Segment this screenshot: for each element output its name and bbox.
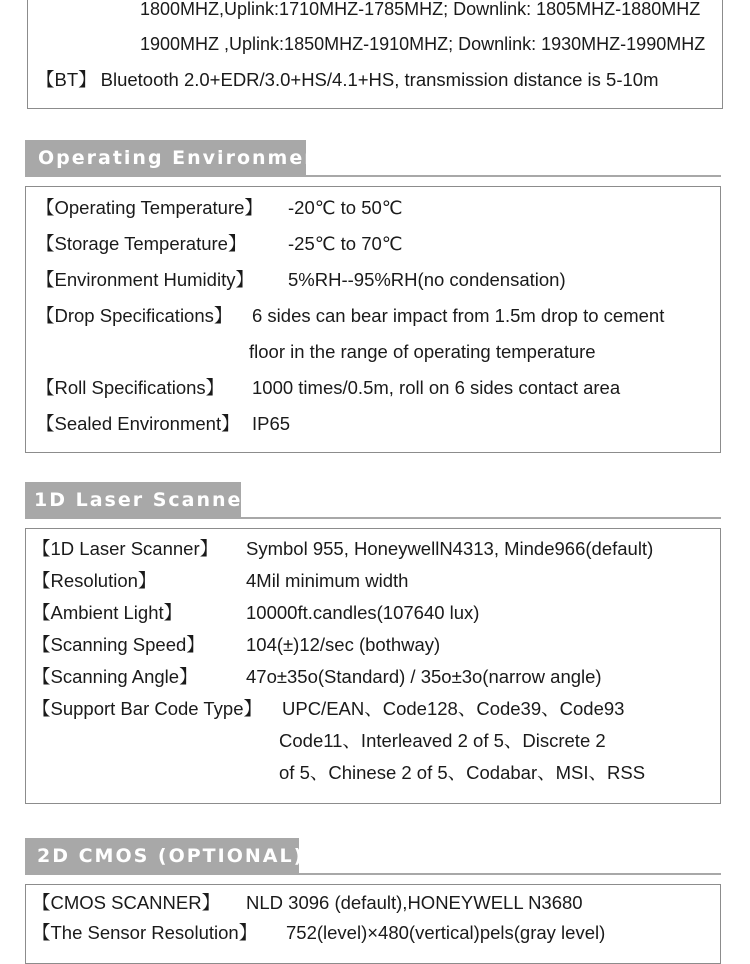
spec-label: 【Resolution】 — [32, 570, 157, 591]
spec-value: -20℃ to 50℃ — [288, 197, 403, 218]
cmos-heading-rule — [25, 873, 721, 875]
spec-label: 【Storage Temperature】 — [36, 233, 247, 254]
spec-value: 1000 times/0.5m, roll on 6 sides contact area — [252, 377, 621, 398]
bt-label: 【BT】 — [36, 69, 97, 90]
spec-value: 6 sides can bear impact from 1.5m drop to cement — [252, 305, 665, 326]
spec-label: 【Sealed Environment】 — [36, 413, 240, 434]
laser-scanner-heading: 1D Laser Scanner — [25, 482, 241, 519]
operating-environment-heading: Operating Environmen — [25, 140, 306, 177]
spec-label: 【Scanning Angle】 — [32, 666, 198, 687]
spec-label: 【CMOS SCANNER】 — [32, 892, 221, 913]
spec-label: 【Scanning Speed】 — [32, 634, 205, 655]
spec-value: NLD 3096 (default),HONEYWELL N3680 — [246, 892, 583, 913]
spec-label: 【Roll Specifications】 — [36, 377, 225, 398]
spec-label: 【Environment Humidity】 — [36, 269, 254, 290]
spec-value: -25℃ to 70℃ — [288, 233, 403, 254]
band-1800-text: 1800MHZ,Uplink:1710MHZ-1785MHZ; Downlink: 1805MHZ-1880MHZ — [140, 0, 701, 19]
laser-heading-rule — [25, 517, 721, 519]
bt-row — [36, 69, 659, 91]
bt-value: Bluetooth 2.0+EDR/3.0+HS/4.1+HS, transmission distance is 5-10m — [100, 69, 659, 90]
spec-value: 752(level)×480(vertical)pels(gray level) — [286, 922, 606, 943]
spec-value: 47o±35o(Standard) / 35o±3o(narrow angle) — [246, 666, 602, 687]
spec-value: IP65 — [252, 413, 291, 434]
spec-value: floor in the range of operating temperature — [249, 341, 596, 362]
operating-heading-rule — [25, 175, 721, 177]
spec-value: of 5、Chinese 2 of 5、Codabar、MSI、RSS — [279, 762, 646, 783]
spec-value: 10000ft.candles(107640 lux) — [246, 602, 480, 623]
spec-value: 104(±)12/sec (bothway) — [246, 634, 441, 655]
cmos-heading: 2D CMOS (OPTIONAL) — [25, 838, 299, 875]
spec-label: 【Drop Specifications】 — [36, 305, 233, 326]
barcode-type-row-cont-2 — [279, 762, 645, 784]
spec-value: UPC/EAN、Code128、Code39、Code93 — [282, 698, 625, 719]
spec-value: 4Mil minimum width — [246, 570, 409, 591]
spec-value: 5%RH--95%RH(no condensation) — [288, 269, 566, 290]
drop-specifications-row-cont — [249, 341, 596, 363]
spec-label: 【Support Bar Code Type】 — [32, 698, 263, 719]
spec-label: 【Operating Temperature】 — [36, 197, 263, 218]
spec-label: 【1D Laser Scanner】 — [32, 538, 219, 559]
band-1900-text: 1900MHZ ,Uplink:1850MHZ-1910MHZ; Downlink: 1930MHZ-1990MHZ — [140, 34, 706, 54]
spec-value: Code11、Interleaved 2 of 5、Discrete 2 — [279, 730, 606, 751]
spec-label: 【Ambient Light】 — [32, 602, 183, 623]
barcode-type-row-cont-1 — [279, 730, 606, 752]
spec-value: Symbol 955, HoneywellN4313, Minde966(default) — [246, 538, 654, 559]
spec-label: 【The Sensor Resolution】 — [32, 922, 258, 943]
